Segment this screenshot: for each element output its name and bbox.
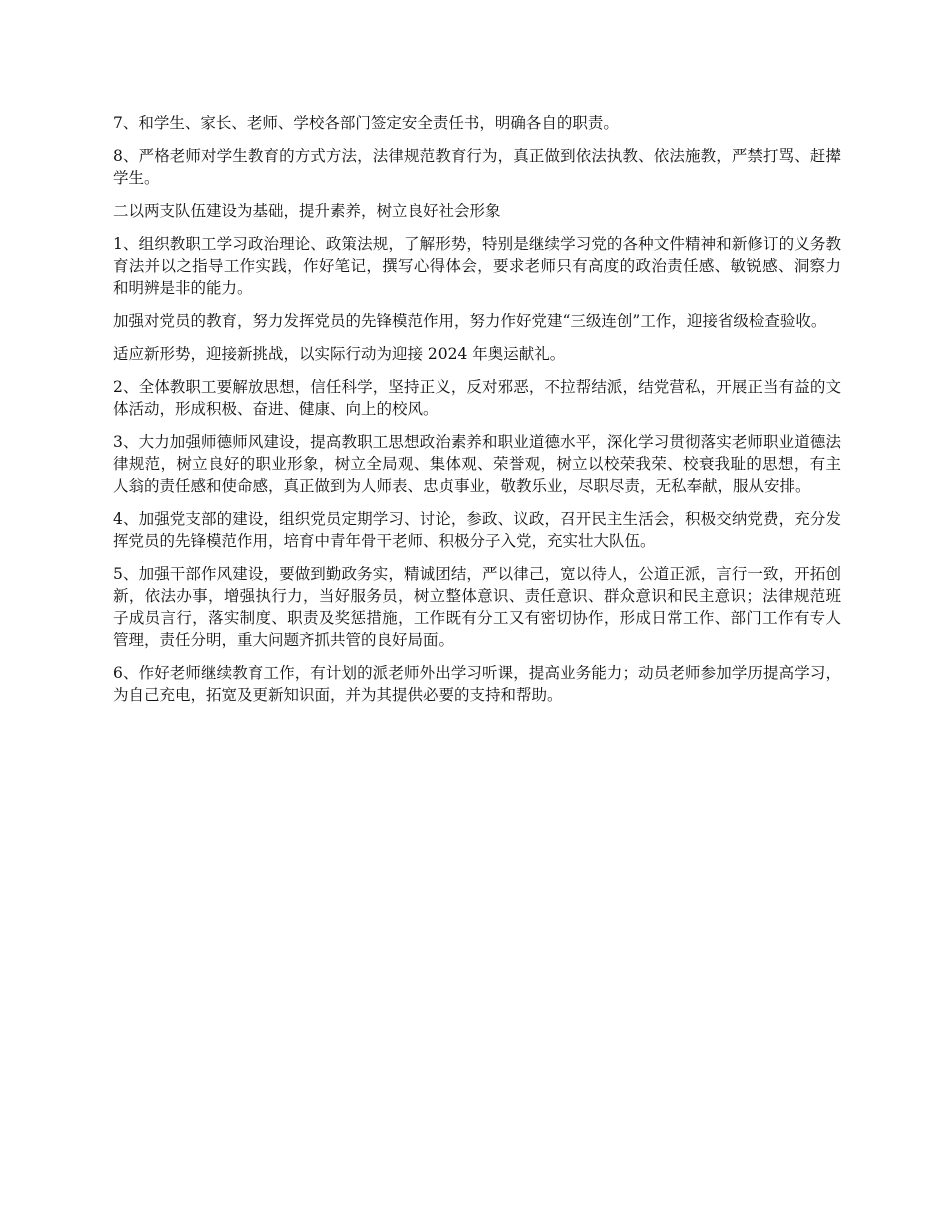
paragraph-item-2: 2、全体教职工要解放思想，信任科学，坚持正义，反对邪恶，不拉帮结派，结党营私，开展正当有益的文体活动，形成积极、奋进、健康、向上的校风。	[113, 378, 841, 418]
document-body	[113, 112, 841, 717]
paragraph-item-3: 3、大力加强师德师风建设，提高教职工思想政治素养和职业道德水平，深化学习贯彻落实老师职业道德法律规范，树立良好的职业形象，树立全局观、集体观、荣誉观，树立以校荣我荣、校衰我耻的思想，有主人翁的责任感和使命感，真正做到为人师表、忠贞事业，敬教乐业，尽职尽责，无私奉献，服从安排。	[113, 433, 841, 495]
paragraph-item-6: 6、作好老师继续教育工作，有计划的派老师外出学习听课，提高业务能力；动员老师参加学历提高学习，为自己充电，拓宽及更新知识面，并为其提供必要的支持和帮助。	[113, 664, 841, 704]
section-heading: 二以两支队伍建设为基础，提升素养，树立良好社会形象	[113, 202, 501, 220]
paragraph-item-5: 5、加强干部作风建设，要做到勤政务实，精诚团结，严以律己，宽以待人，公道正派，言行一致，开拓创新，依法办事，增强执行力，当好服务员，树立整体意识、责任意识、群众意识和民主意识；法律规范班子成员言行，落实制度、职责及奖惩措施，工作既有分工又有密切协作，形成日常工作、部门工作有专人管理，责任分明，重大问题齐抓共管的良好局面。	[113, 565, 841, 649]
paragraph-party-education: 加强对党员的教育，努力发挥党员的先锋模范作用，努力作好党建“三级连创”工作，迎接省级检查验收。	[113, 312, 827, 330]
paragraph-new-situation: 适应新形势，迎接新挑战，以实际行动为迎接 2024 年奥运献礼。	[113, 345, 566, 363]
paragraph-item-4: 4、加强党支部的建设，组织党员定期学习、讨论，参政、议政，召开民主生活会，积极交纳党费，充分发挥党员的先锋模范作用，培育中青年骨干老师、积极分子入党，充实壮大队伍。	[113, 510, 841, 550]
paragraph-item-7: 7、和学生、家长、老师、学校各部门签定安全责任书，明确各自的职责。	[113, 114, 619, 132]
paragraph-item-1: 1、组织教职工学习政治理论、政策法规，了解形势，特别是继续学习党的各种文件精神和新修订的义务教育法并以之指导工作实践，作好笔记，撰写心得体会，要求老师只有高度的政治责任感、敏锐感、洞察力和明辨是非的能力。	[113, 235, 841, 297]
paragraph-item-8: 8、严格老师对学生教育的方式方法，法律规范教育行为，真正做到依法执教、依法施教，严禁打骂、赶撵学生。	[113, 147, 841, 187]
